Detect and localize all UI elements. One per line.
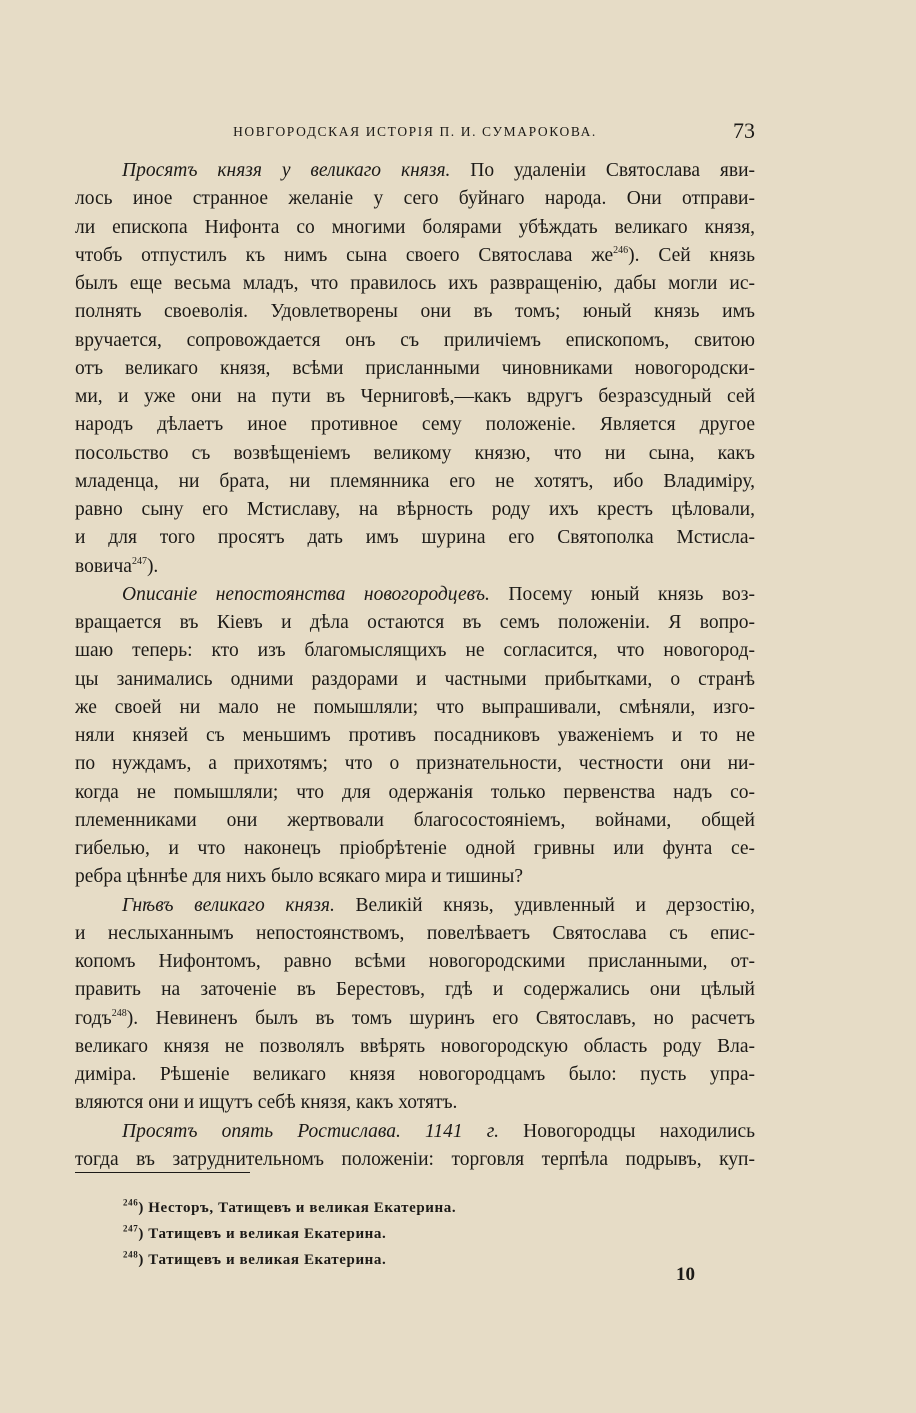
text-line xyxy=(75,411,755,439)
line-text: По удаленіи Святослава яви- xyxy=(450,160,755,181)
text-line xyxy=(75,722,755,750)
line-text: посольство съ возвѣщеніемъ великому князю, что ни сына, какъ xyxy=(75,442,755,464)
text-line xyxy=(75,157,755,185)
footnote-number: 246 xyxy=(123,1197,139,1208)
footnote-text: ) Несторъ, Татищевъ и великая Екатерина. xyxy=(138,1200,457,1216)
footnote-number: 247 xyxy=(123,1223,139,1234)
line-text: вручается, сопровождается онъ съ приличіемъ епископомъ, свитою xyxy=(75,329,755,351)
line-text: вовича xyxy=(75,555,132,577)
text-line xyxy=(75,1033,755,1061)
line-text: гибелью, и что наконецъ пріобрѣтеніе одной гривны или фунта се- xyxy=(75,838,755,859)
text-line xyxy=(75,440,755,468)
text-line xyxy=(75,1005,755,1033)
signature-mark: 10 xyxy=(676,1264,695,1285)
text-line xyxy=(75,553,755,581)
line-text: Посему юный князь воз- xyxy=(489,583,755,605)
text-line xyxy=(75,750,755,778)
line-text: равно сыну его Мстиславу, на вѣрность роду ихъ крестъ цѣловали, xyxy=(75,499,755,520)
page-number: 73 xyxy=(733,118,755,143)
text-line xyxy=(75,270,755,298)
footnote xyxy=(123,1221,723,1247)
text-line xyxy=(75,920,755,948)
text-line xyxy=(75,327,755,355)
text-line xyxy=(75,948,755,976)
text-line xyxy=(75,637,755,665)
footnotes xyxy=(123,1195,723,1273)
line-text: вляются они и ищутъ себѣ князя, какъ хотятъ. xyxy=(75,1092,458,1114)
running-title: НОВГОРОДСКАЯ ИСТОРІЯ П. И. СУМАРОКОВА. xyxy=(233,124,597,139)
text-line xyxy=(75,355,755,383)
text-line xyxy=(75,242,755,270)
line-text: диміра. Рѣшеніе великаго князя новогородцамъ было: пусть упра- xyxy=(75,1064,755,1085)
marginal-heading: Просятъ опять Ростислава. 1141 г. xyxy=(122,1120,499,1142)
footnote-text: ) Татищевъ и великая Екатерина. xyxy=(138,1252,387,1268)
text-line xyxy=(75,835,755,863)
line-text: ми, и уже они на пути въ Черниговѣ,—какъ вдругъ безразсудный сей xyxy=(75,386,755,407)
line-text: няли князей съ меньшимъ противъ посадниковъ уваженіемъ и то не xyxy=(75,725,755,746)
text-line xyxy=(75,863,755,891)
line-text: отъ великаго князя, всѣми присланными чиновниками новогородски- xyxy=(75,357,755,379)
marginal-heading: Описаніе непостоянства новогородцевъ. xyxy=(122,583,490,605)
running-head xyxy=(75,118,755,142)
line-text: Новогородцы находились xyxy=(499,1120,755,1142)
line-text: шаю теперь: кто изъ благомыслящихъ не согласится, что новогород- xyxy=(75,640,755,662)
text-line xyxy=(75,892,755,920)
text-line xyxy=(75,185,755,213)
footnote-rule xyxy=(75,1172,250,1173)
text-line xyxy=(75,694,755,722)
line-text: править на заточеніе въ Берестовъ, гдѣ и содержались они цѣлый xyxy=(75,979,755,1001)
text-line xyxy=(75,609,755,637)
line-text: лось иное странное желаніе у сего буйнаго народа. Они отправи- xyxy=(75,188,755,210)
line-text: народъ дѣлаетъ иное противное сему положеніе. Является другое xyxy=(75,414,755,436)
text-line xyxy=(75,298,755,326)
text-line xyxy=(75,496,755,524)
body-text xyxy=(75,157,755,1174)
line-text: и неслыханнымъ непостоянствомъ, повелѣваетъ Святослава съ епис- xyxy=(75,922,755,944)
line-text: ). xyxy=(146,555,159,577)
line-text: ребра цѣннѣе для нихъ было всякаго мира и тишины? xyxy=(75,866,523,888)
text-line xyxy=(75,1061,755,1089)
line-text: когда не помышляли; что для одержанія только первенства надъ со- xyxy=(75,781,755,803)
footnote-ref: 248 xyxy=(111,1007,127,1019)
text-line xyxy=(75,779,755,807)
line-text: былъ еще весьма младъ, что правилось ихъ развращенію, дабы могли ис- xyxy=(75,273,755,294)
text-line xyxy=(75,976,755,1004)
line-text: копомъ Нифонтомъ, равно всѣми новогородскими присланными, от- xyxy=(75,951,755,972)
text-line xyxy=(75,468,755,496)
marginal-heading: Гнѣвъ великаго князя. xyxy=(122,894,335,916)
text-line xyxy=(75,383,755,411)
footnote-number: 248 xyxy=(123,1249,139,1260)
line-text: тогда въ затруднительномъ положеніи: торговля терпѣла подрывъ, куп- xyxy=(75,1148,755,1170)
line-text: ). Сей князь xyxy=(628,244,755,266)
line-text: годъ xyxy=(75,1007,112,1029)
text-line xyxy=(75,214,755,242)
line-text: племенниками они жертвовали благосостояніемъ, войнами, общей xyxy=(75,809,755,831)
text-line xyxy=(75,1118,755,1146)
line-text: по нуждамъ, а прихотямъ; что о признательности, честности они ни- xyxy=(75,753,755,775)
footnote-text: ) Татищевъ и великая Екатерина. xyxy=(138,1226,387,1242)
line-text: великаго князя не позволялъ ввѣрять новогородскую область роду Вла- xyxy=(75,1035,755,1057)
line-text: Великій князь, удивленный и дерзостію, xyxy=(334,894,755,916)
text-line xyxy=(75,1146,755,1174)
line-text: ли епископа Нифонта со многими болярами убѣждать великаго князя, xyxy=(75,216,755,238)
line-text: и для того просятъ дать имъ шурина его Святополка Мстисла- xyxy=(75,527,755,549)
footnote xyxy=(123,1195,723,1221)
line-text: же своей ни мало не помышляли; что выпрашивали, смѣняли, изго- xyxy=(75,696,755,718)
line-text: чтобъ отпустилъ къ нимъ сына своего Святослава же xyxy=(75,244,614,266)
line-text: младенца, ни брата, ни племянника его не хотятъ, ибо Владиміру, xyxy=(75,470,755,492)
text-line xyxy=(75,666,755,694)
footnote xyxy=(123,1247,723,1273)
line-text: ). Невиненъ былъ въ томъ шуринъ его Святославъ, но расчетъ xyxy=(126,1007,755,1029)
text-line xyxy=(75,581,755,609)
line-text: цы занимались одними раздорами и частными прибытками, о странѣ xyxy=(75,668,755,690)
text-line xyxy=(75,1089,755,1117)
footnote-ref: 247 xyxy=(131,555,147,567)
line-text: вращается въ Кіевъ и дѣла остаются въ семъ положеніи. Я вопро- xyxy=(75,612,755,633)
line-text: полнять своеволія. Удовлетворены они въ томъ; юный князь имъ xyxy=(75,301,755,323)
footnote-ref: 246 xyxy=(613,244,629,256)
marginal-heading: Просятъ князя у великаго князя. xyxy=(122,160,451,181)
text-line xyxy=(75,807,755,835)
text-line xyxy=(75,524,755,552)
